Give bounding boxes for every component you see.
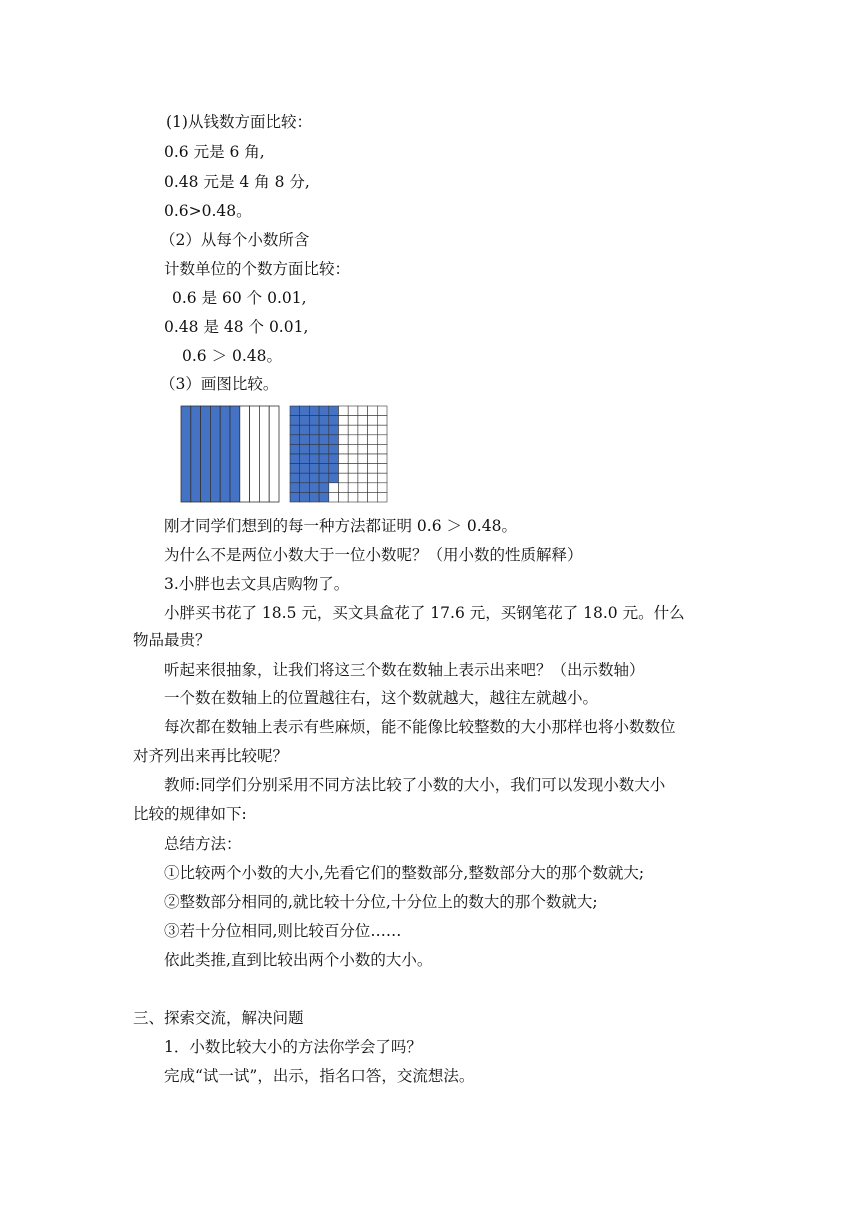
hundredths-cell (348, 473, 358, 483)
hundredths-cell (358, 492, 368, 502)
hundredths-cell (368, 416, 378, 426)
hundredths-cell (339, 435, 349, 445)
tenths-column (210, 406, 220, 502)
hundredths-cell (290, 454, 300, 464)
hundredths-cell (290, 416, 300, 426)
hundredths-cell (358, 416, 368, 426)
hundredths-cell (368, 425, 378, 435)
hundredths-cell (329, 425, 339, 435)
text-line-12: 为什么不是两位小数大于一位小数呢？（用小数的性质解释） (164, 546, 583, 564)
text-line-21: 比较的规律如下: (133, 805, 247, 823)
text-line-20: 教师:同学们分别采用不同方法比较了小数的大小，我们可以发现小数大小 (164, 776, 666, 794)
text-line-13: 3.小胖也去文具店购物了。 (164, 575, 350, 593)
text-line-27: 1．小数比较大小的方法你学会了吗？ (164, 1038, 422, 1056)
hundredths-cell (290, 473, 300, 483)
hundredths-cell (309, 416, 319, 426)
hundredths-cell (309, 435, 319, 445)
hundredths-cell (329, 435, 339, 445)
tenths-column (220, 406, 230, 502)
hundredths-cell (309, 444, 319, 454)
hundredths-cell (368, 473, 378, 483)
hundredths-cell (290, 483, 300, 493)
hundredths-cell (377, 435, 387, 445)
hundredths-cell (300, 492, 310, 502)
hundredths-cell (300, 406, 310, 416)
hundredths-cell (309, 464, 319, 474)
hundredths-cell (358, 425, 368, 435)
tenths-column (181, 406, 191, 502)
hundredths-cell (319, 425, 329, 435)
text-line-28: 完成“试一试”，出示，指名口答，交流想法。 (164, 1067, 475, 1085)
hundredths-cell (377, 444, 387, 454)
hundredths-cell (368, 435, 378, 445)
hundredths-cell (339, 473, 349, 483)
hundredths-cell (309, 454, 319, 464)
tenths-column (240, 406, 250, 502)
hundredths-cell (300, 454, 310, 464)
hundredths-cell (348, 425, 358, 435)
hundredths-cell (300, 425, 310, 435)
hundredths-cell (290, 425, 300, 435)
hundredths-cell (358, 464, 368, 474)
text-line-17: 一个数在数轴上的位置越往右，这个数就越大，越往左就越小。 (164, 689, 599, 707)
hundredths-cell (339, 492, 349, 502)
hundredths-cell (339, 416, 349, 426)
hundredths-cell (377, 473, 387, 483)
text-line-24: ②整数部分相同的,就比较十分位,十分位上的数大的那个数就大; (164, 893, 598, 911)
hundredths-cell (300, 464, 310, 474)
text-line-10: （3）画图比较。 (160, 375, 279, 393)
text-line-25: ③若十分位相同,则比较百分位…… (164, 922, 402, 940)
hundredths-cell (358, 473, 368, 483)
hundredths-cell (329, 492, 339, 502)
text-line-16: 听起来很抽象，让我们将这三个数在数轴上表示出来吧？（出示数轴） (164, 661, 645, 679)
hundredths-cell (368, 492, 378, 502)
hundredths-cell (377, 406, 387, 416)
hundredths-cell (368, 483, 378, 493)
text-line-22: 总结方法： (164, 835, 242, 853)
hundredths-cell (300, 483, 310, 493)
hundredths-cell (339, 425, 349, 435)
hundredths-cell (300, 444, 310, 454)
hundredths-cell (348, 492, 358, 502)
hundredths-cell (290, 435, 300, 445)
hundredths-cell (309, 473, 319, 483)
hundredths-cell (319, 483, 329, 493)
text-line-8: 0.48 是 48 个 0.01, (164, 318, 309, 336)
hundredths-cell (290, 492, 300, 502)
hundredths-cell (348, 464, 358, 474)
text-line-7: 0.6 是 60 个 0.01, (172, 289, 307, 307)
hundredths-cell (368, 464, 378, 474)
text-line-3: 0.48 元是 4 角 8 分, (164, 173, 310, 191)
tenths-column (191, 406, 201, 502)
text-line-5: （2）从每个小数所含 (160, 231, 310, 249)
hundredths-cell (377, 483, 387, 493)
comparison-figures (180, 405, 390, 503)
hundredths-cell (329, 444, 339, 454)
hundredths-grid (289, 405, 388, 503)
hundredths-cell (377, 464, 387, 474)
text-line-9: 0.6 ＞ 0.48。 (182, 347, 283, 365)
hundredths-cell (319, 464, 329, 474)
hundredths-cell (319, 454, 329, 464)
hundredths-cell (329, 406, 339, 416)
hundredths-cell (290, 444, 300, 454)
hundredths-cell (348, 416, 358, 426)
tenths-column (259, 406, 269, 502)
hundredths-cell (368, 454, 378, 464)
section-heading: 三、探索交流，解决问题 (133, 1009, 304, 1027)
tenths-grid (180, 405, 280, 503)
text-line-23: ①比较两个小数的大小,先看它们的整数部分,整数部分大的那个数就大; (164, 864, 645, 882)
hundredths-cell (348, 435, 358, 445)
hundredths-cell (339, 444, 349, 454)
hundredths-cell (358, 483, 368, 493)
text-line-2: 0.6 元是 6 角, (164, 143, 265, 161)
text-line-14: 小胖买书花了 18.5 元，买文具盒花了 17.6 元，买钢笔花了 18.0 元。什么 (164, 604, 685, 622)
text-line-1: (1)从钱数方面比较： (166, 113, 312, 131)
hundredths-cell (300, 416, 310, 426)
hundredths-cell (377, 454, 387, 464)
text-line-15: 物品最贵？ (133, 631, 211, 649)
hundredths-cell (348, 444, 358, 454)
tenths-column (230, 406, 240, 502)
hundredths-cell (319, 473, 329, 483)
text-line-4: 0.6>0.48。 (164, 202, 252, 220)
hundredths-cell (319, 492, 329, 502)
tenths-column (269, 406, 279, 502)
hundredths-cell (329, 454, 339, 464)
hundredths-cell (339, 483, 349, 493)
hundredths-cell (319, 406, 329, 416)
hundredths-cell (319, 444, 329, 454)
hundredths-cell (329, 473, 339, 483)
tenths-column (201, 406, 211, 502)
hundredths-cell (309, 425, 319, 435)
hundredths-cell (290, 464, 300, 474)
text-line-6: 计数单位的个数方面比较： (164, 260, 351, 278)
tenths-column (250, 406, 260, 502)
hundredths-cell (339, 464, 349, 474)
hundredths-cell (300, 473, 310, 483)
text-line-19: 对齐列出来再比较呢？ (133, 747, 289, 765)
text-line-11: 刚才同学们想到的每一种方法都证明 0.6 ＞ 0.48。 (164, 517, 517, 535)
hundredths-cell (339, 454, 349, 464)
hundredths-cell (377, 492, 387, 502)
hundredths-cell (358, 406, 368, 416)
hundredths-cell (309, 406, 319, 416)
hundredths-cell (329, 416, 339, 426)
hundredths-cell (329, 483, 339, 493)
hundredths-cell (329, 464, 339, 474)
hundredths-cell (377, 425, 387, 435)
hundredths-cell (358, 435, 368, 445)
hundredths-cell (348, 406, 358, 416)
hundredths-cell (309, 492, 319, 502)
hundredths-cell (348, 483, 358, 493)
text-line-26: 依此类推,直到比较出两个小数的大小。 (164, 951, 433, 969)
hundredths-cell (290, 406, 300, 416)
hundredths-cell (368, 444, 378, 454)
hundredths-cell (358, 454, 368, 464)
hundredths-cell (368, 406, 378, 416)
hundredths-cell (339, 406, 349, 416)
hundredths-cell (309, 483, 319, 493)
hundredths-cell (319, 416, 329, 426)
hundredths-cell (300, 435, 310, 445)
text-line-18: 每次都在数轴上表示有些麻烦，能不能像比较整数的大小那样也将小数数位 (164, 718, 676, 736)
hundredths-cell (358, 444, 368, 454)
hundredths-cell (319, 435, 329, 445)
hundredths-cell (348, 454, 358, 464)
hundredths-cell (377, 416, 387, 426)
